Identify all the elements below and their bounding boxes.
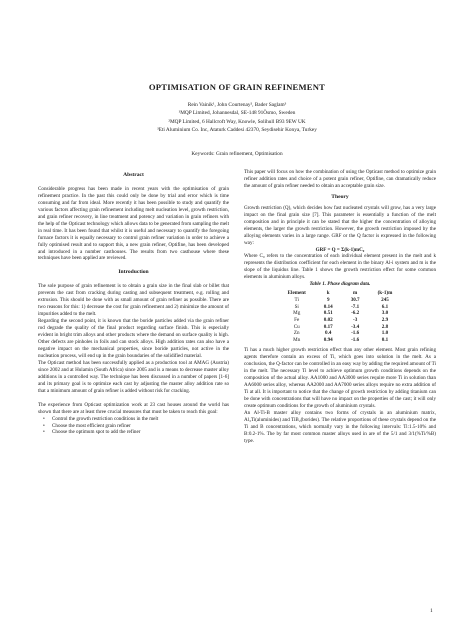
table-cell: 3.0 (381, 310, 389, 317)
list-item: • Choose the optimum spot to add the refiner (52, 429, 229, 436)
table-cell: 0.51 (323, 310, 333, 317)
table-cell: Zn (293, 330, 300, 337)
right-intro-paragraph: This paper will focus on how the combination of using the Opticast method to optimize grain refiner addition rates and choice of a potent grain refiner, Optifine, can dramatically reduce the amount of grain refiner needed to obtain an acceptable grain size. (244, 169, 436, 189)
table-header: k (326, 290, 330, 297)
abstract-heading: Abstract (123, 172, 144, 178)
table-caption: Table 1. Phase diagram data. (309, 281, 371, 288)
author-block (0, 101, 474, 135)
table-cell: -6.2 (351, 310, 360, 317)
abstract-text: Considerable progress has been made in recent years with the optimisation of grain refinement practice. In the past this could only be done by trial and error which is time consuming and far from ideal. More recently it has been possible to study and quantify the various factors affecting grain refinement including melt nucleation level, growth restriction, and grain refiner recovery, in line treatment and potency and variation in grain refiners with the help of the Opticast technology which allows data to be generated from sampling the melt in real time. It has been found that whilst it is useful and necessary to quantify the foregoing furnace factors it is equally necessary to control grain refiner variation in order to achieve a fully optimised result and to support this, a new grain refiner, Optifine, has been developed and introduced in a number casthouses. The results from two casthouse where these techniques have been applied are reviewed. (38, 185, 229, 262)
discussion-paragraph-2: An Al-Ti-B master alloy contains two forms of crystals in an aluminium matrix, Al₃Ti(aluminides) and TiB₂(borides). The relative proportions of these crystals depend on the Ti and B concentrations, which normally vary in the following intervals: Ti:1.5-10% and B:0.2-1%. The by far most common master alloys used in are of the 5/1 and 3/1(%Ti/%B) type. (244, 409, 436, 444)
table-cell: -3.4 (351, 323, 360, 330)
measures-list (38, 416, 229, 437)
table-row (279, 304, 402, 311)
table-row (279, 310, 402, 317)
discussion-paragraph-1: Ti has a much higher growth restriction effect than any other element. Most grain refining agents therefore contain an excess of Ti, which goes into solution in the melt. As a conclusion, the Q-factor can be controlled in an easy way by adding the required amount of Ti in the melt. The necessary Ti level to achieve optimum growth conditions depends on the composition of the actual alloy. AA1000 and AA3000 series require more Ti in solution than AA6000 series alloy, whereas AA2000 and AA7000 series alloys require no extra addition of Ti at all. It is important to notice that the change of growth restriction by adding titanium can be done with concentrations that will have no impact on the properties of the cast; it will only create optimum conditions for the growth of aluminium crystals. (244, 347, 436, 409)
page-number: 1 (430, 608, 433, 614)
table-header: Element (287, 290, 306, 297)
left-column (38, 172, 229, 436)
table-cell: Fe (294, 316, 300, 323)
table-row (279, 297, 402, 304)
affiliation-1: ¹MQP Limited, Johannesdal, SE-148 91Ösmo, Sweden (178, 110, 296, 117)
introduction-heading: Introduction (118, 269, 149, 276)
intro-paragraph-3: The Opticast method has been successfully applied as a production tool at AMAG (Austria) since 2002 and at Hulamin (South Africa) since 2005 and is a means to decrease master alloy additions in a controlled way. The technique has been discussed in a number of papers [1-6] and its primary goal is to optimize each cast by adjusting the master alloy addition rate so that a minimum amount of grain refiner is added without risk for cracking. (38, 359, 229, 394)
table-cell: 30.7 (350, 297, 360, 304)
list-item: • Control the growth restriction conditions in the melt (52, 416, 229, 423)
intro-paragraph-4: The experience from Opticast optimization work at 23 cast houses around the world has shown that there are at least three crucial measures that must be taken to reach this goal: (38, 401, 229, 415)
table-cell: 0.14 (323, 303, 333, 310)
table-cell: 6.1 (381, 303, 389, 310)
table-cell: 9 (326, 297, 330, 304)
table-header: (k-1)m (377, 290, 393, 297)
intro-paragraph-1: The sole purpose of grain refinement is to obtain a grain size in the final slab or billet that prevents the cast from cracking during casting and subsequent treatment, e.g. rolling and extrusion. This should be done with as small amount of grain refiner as possible. There are two reasons for this: 1) decrease the cost for grain refinement and 2) minimize the amount of impurities added to the melt. (38, 283, 229, 318)
table-cell: 0.02 (323, 316, 333, 323)
table-cell: -1.6 (351, 336, 360, 343)
table-cell: Si (294, 303, 299, 310)
theory-paragraph-1: Growth restriction (Q), which decides how fast nucleated crystals will grow, has a very large impact on the final grain size [7]. This parameter is essentially a function of the melt composition and in principle it can be stated that the higher the concentration of alloying elements, the larger the growth restriction. However, the growth restriction imposed by the alloying elements varies in a large range. GRF or the Q factor is expressed in the following way: (244, 204, 436, 246)
theory-heading: Theory (331, 193, 349, 200)
author-names: Rein Vainik¹, John Courtenay², Bader Saglam³ (187, 102, 287, 108)
table-header: m (353, 290, 358, 297)
table-cell: 0.4 (325, 330, 332, 337)
table-cell: 2.9 (381, 316, 389, 323)
table-cell: 2.8 (381, 323, 389, 330)
table-cell: Mn (293, 336, 301, 343)
affiliation-3: ³Eti Aluminium Co. Inc, Ataturk Caddesi 42370, Seydisehir Konya, Turkey (157, 127, 317, 134)
table-cell: 0.1 (381, 336, 389, 343)
grf-formula: GRF = Q = Σ(k-1)mC₀ (315, 246, 365, 253)
table-cell: 0.17 (323, 323, 333, 330)
table-header-row (279, 290, 402, 297)
table-cell: -7.1 (351, 303, 360, 310)
table-cell: -3 (353, 316, 358, 323)
table-cell: Cu (293, 323, 300, 330)
affiliation-2: ²MQP Limited, 6 Hallcroft Way, Knowle, Solihull B93 9EW UK (168, 118, 306, 125)
table-row (279, 337, 402, 344)
right-column (244, 169, 436, 445)
table-row (279, 324, 402, 331)
theory-paragraph-2: Where C₀ refers to the concentration of each individual element present in the melt and k represents the distribution coefficient for each element in the binary Al-i system and m is the slope of the liquidus line. Table 1 shows the growth restriction effect for some common elements in aluminium alloys. (244, 253, 436, 281)
keywords: Keywords: Grain refinement, Optimisation (191, 151, 283, 157)
table-row (279, 317, 402, 324)
table-cell: 245 (381, 297, 389, 304)
table-cell: Ti (294, 297, 299, 304)
table-cell: 0.94 (323, 336, 333, 343)
table-row (279, 330, 402, 337)
table-cell: Mg (293, 310, 301, 317)
table-cell: 1.0 (381, 330, 389, 337)
list-item: • Choose the most efficient grain refiner (52, 423, 229, 430)
phase-diagram-table (279, 290, 402, 343)
intro-paragraph-2: Regarding the second point, it is known that the boride particles added via the grain refiner rod degrade the quality of the final product regarding surface finish. This is especially evident in bright trim alloys and other products where the demand on surface quality is high. Other defects are pinholes in foils and can stock alloys. High addition rates can also have a negative impact on the mechanical properties, since boride particles, not active in the nucleation process, will end up in the grain boundaries of the solidified material. (38, 318, 229, 359)
paper-title: OPTIMISATION OF GRAIN REFINEMENT (148, 82, 326, 92)
table-cell: -1.6 (351, 330, 360, 337)
